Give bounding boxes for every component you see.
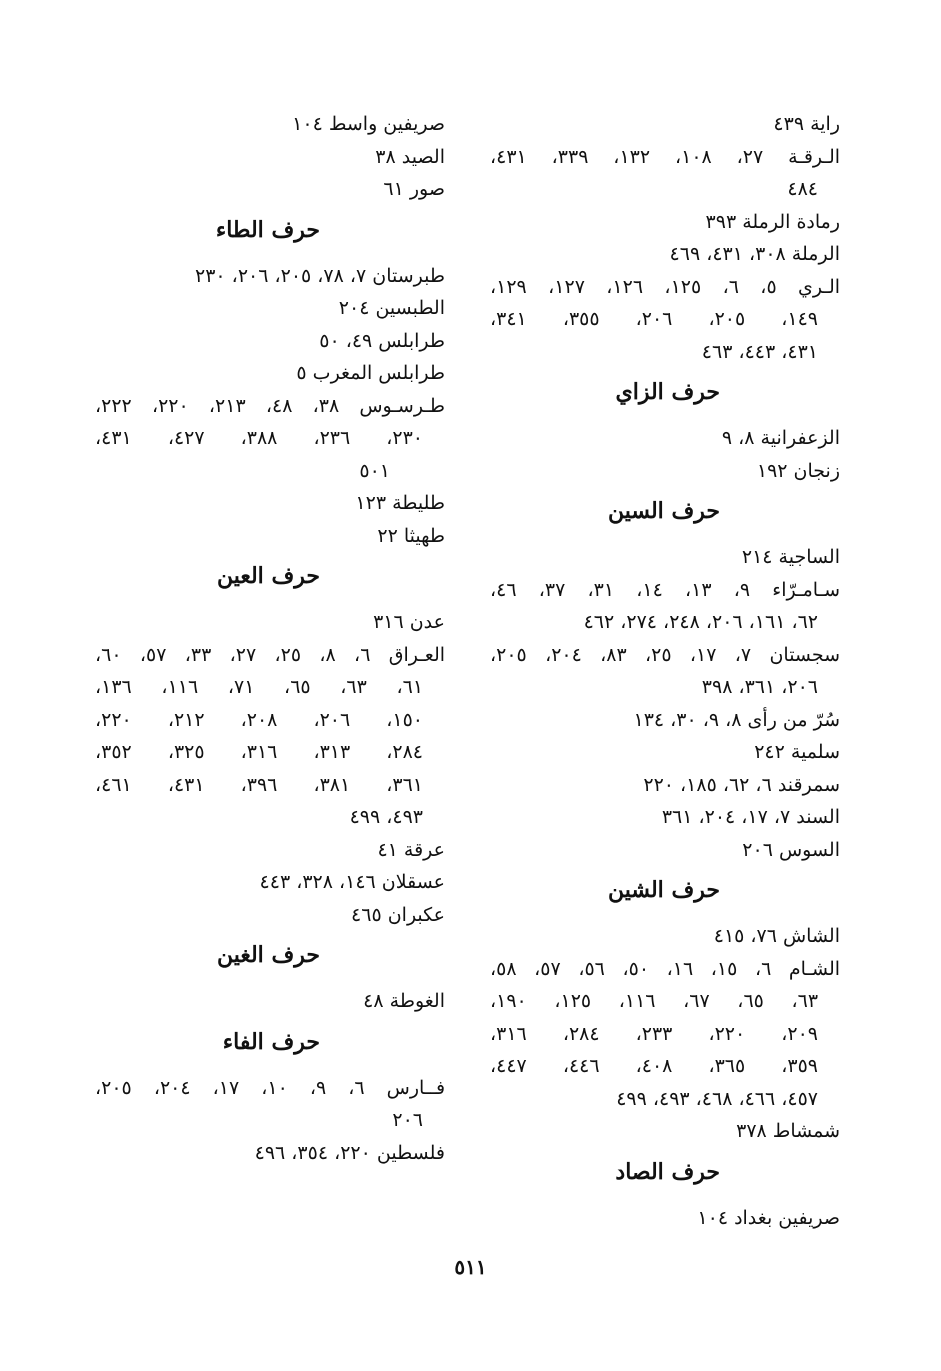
index-entry-line: سُرّ من رأى ٨، ٩، ٣٠، ١٣٤ (633, 708, 840, 731)
section-heading: حرف العين (216, 563, 320, 589)
index-entry-line: عرقة ٤١ (377, 838, 445, 861)
index-entry-line: سلمية ٢٤٢ (754, 741, 840, 763)
index-entry-line: الشـام ٦، ١٥، ١٦، ٥٠، ٥٦، ٥٧، ٥٨، (490, 957, 841, 980)
index-entry-line: طبرستان ٧، ٧٨، ٢٠٥، ٢٠٦، ٢٣٠ (195, 264, 445, 287)
index-entry-line: عسقلان ١٤٦، ٣٢٨، ٤٤٣ (259, 871, 445, 893)
index-entry-line: ٤٨٤ (787, 178, 818, 200)
index-entry-line: الصيد ٣٨ (375, 145, 445, 168)
index-entry-line: ٦٣، ٦٥، ٦٧، ١١٦، ١٢٥، ١٩٠، (490, 990, 819, 1012)
index-entry-line: سمرقند ٦، ٦٢، ١٨٥، ٢٢٠ (643, 773, 840, 796)
index-entry-line: ٢٠٦ (392, 1109, 423, 1131)
index-entry-line: ٤٣١، ٤٤٣، ٤٦٣ (701, 340, 818, 363)
index-entry-line: السند ٧، ١٧، ٢٠٤، ٣٦١ (661, 806, 840, 828)
index-entry-line: طرابلس ٤٩، ٥٠ (319, 329, 445, 352)
index-entry-line: ٢٠٩، ٢٢٠، ٢٣٣، ٢٨٤، ٣١٦، (490, 1022, 819, 1045)
index-entry-line: طليطة ١٢٣ (355, 492, 445, 514)
index-entry-line: طهيثا ٢٢ (377, 524, 445, 547)
section-heading: حرف السين (607, 498, 720, 524)
index-entry-line: الساجية ٢١٤ (741, 546, 840, 568)
index-entry-line: صور ٦١ (383, 178, 445, 200)
index-entry-line: ٢٠٦، ٣٦١، ٣٩٨ (701, 676, 818, 698)
index-entry-line: الـرقـة ٢٧، ١٠٨، ١٣٢، ٣٣٩، ٤٣١، (490, 145, 841, 168)
index-entry-line: سجستان ٧، ١٧، ٢٥، ٨٣، ٢٠٤، ٢٠٥، (490, 643, 841, 666)
index-entry-line: الزعفرانية ٨، ٩ (721, 427, 840, 449)
index-entry-line: ١٥٠، ٢٠٦، ٢٠٨، ٢١٢، ٢٢٠، (95, 708, 424, 731)
index-entry-line: الرملة ٣٠٨، ٤٣١، ٤٦٩ (669, 243, 840, 265)
index-entry-line: صريفين بغداد ١٠٤ (697, 1206, 840, 1229)
index-entry-line: ٥٠١ (359, 459, 390, 482)
index-entry-line: ٤٥٧، ٤٦٦، ٤٦٨، ٤٩٣، ٤٩٩ (616, 1087, 818, 1110)
index-entry-line: سـامـرّاء ٩، ١٣، ١٤، ٣١، ٣٧، ٤٦، (490, 578, 841, 601)
section-heading: حرف الطاء (215, 216, 320, 243)
index-column-right (490, 108, 840, 1234)
index-column-left (95, 108, 445, 1169)
section-heading: حرف الغين (216, 942, 320, 968)
index-entry-line: عدن ٣١٦ (373, 611, 445, 633)
index-entry-line: طرابلس المغرب ٥ (296, 362, 445, 384)
index-entry-line: الطبسين ٢٠٤ (338, 297, 445, 319)
index-entry-line: الغوطة ٤٨ (363, 990, 445, 1012)
index-entry-line: شمشاط ٣٧٨ (736, 1120, 840, 1142)
index-entry-line: رمادة الرملة ٣٩٣ (705, 210, 840, 233)
index-entry-line: ٤٩٣، ٤٩٩ (349, 806, 423, 828)
index-entry-line: ٢٣٠، ٢٣٦، ٣٨٨، ٤٢٧، ٤٣١، (95, 427, 424, 449)
section-heading: حرف الشين (607, 877, 720, 903)
index-entry-line: ٦١، ٦٣، ٦٥، ٧١، ١١٦، ١٣٦، (95, 676, 424, 698)
index-entry-line: فــارس ٦، ٩، ١٠، ١٧، ٢٠٤، ٢٠٥، (95, 1076, 446, 1099)
index-entry-line: ٣٥٩، ٣٦٥، ٤٠٨، ٤٤٦، ٤٤٧، (490, 1055, 819, 1077)
index-entry-line: السوس ٢٠٦ (742, 838, 840, 861)
index-entry-line: زنجان ١٩٢ (756, 459, 840, 482)
index-entry-line: ٣٦١، ٣٨١، ٣٩٦، ٤٣١، ٤٦١، (95, 773, 424, 796)
page-number: ٥١١ (454, 1255, 487, 1279)
index-entry-line: العـراق ٦، ٨، ٢٥، ٢٧، ٣٣، ٥٧، ٦٠، (95, 643, 446, 666)
index-entry-line: الشاش ٧٦، ٤١٥ (713, 925, 840, 947)
index-entry-line: ٦٢، ١٦١، ٢٠٦، ٢٤٨، ٢٧٤، ٤٦٢ (583, 611, 818, 633)
index-entry-line: ٢٨٤، ٣١٣، ٣١٦، ٣٢٥، ٣٥٢، (95, 741, 424, 763)
index-entry-line: عكبران ٤٦٥ (351, 903, 445, 926)
index-entry-line: صريفين واسط ١٠٤ (292, 113, 445, 135)
index-entry-line: ١٤٩، ٢٠٥، ٢٠٦، ٣٥٥، ٣٤١، (490, 308, 819, 330)
index-entry-line: طـرسـوس ٣٨، ٤٨، ٢١٣، ٢٢٠، ٢٢٢، (95, 394, 446, 417)
index-entry-line: الـري ٥، ٦، ١٢٥، ١٢٦، ١٢٧، ١٢٩، (490, 275, 841, 298)
index-entry-line: راية ٤٣٩ (773, 113, 840, 135)
section-heading: حرف الفاء (222, 1028, 320, 1055)
section-heading: حرف الصاد (615, 1158, 720, 1185)
section-heading: حرف الزاي (615, 379, 720, 405)
index-entry-line: فلسطين ٢٢٠، ٣٥٤، ٤٩٦ (254, 1141, 445, 1164)
